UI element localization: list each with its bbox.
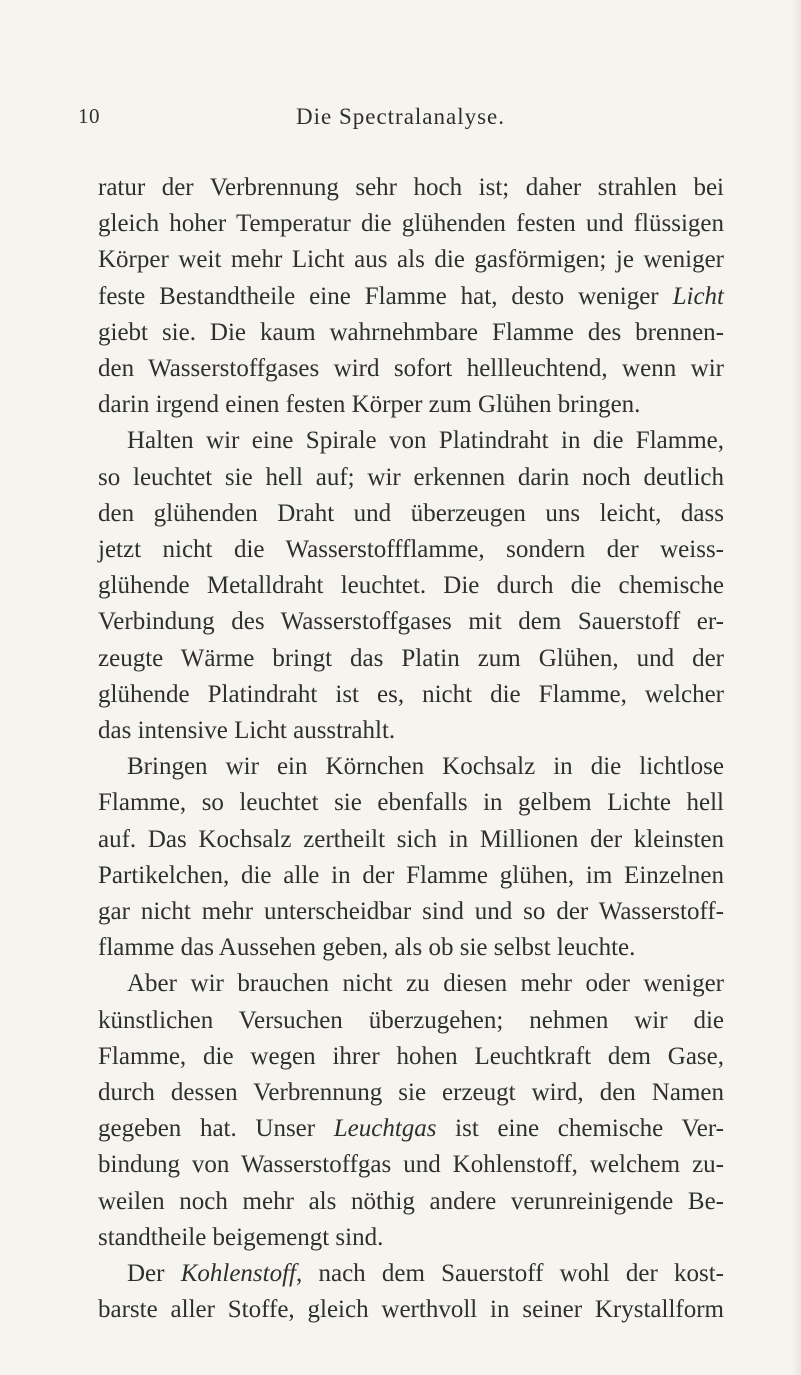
text-line: durch dessen Verbrennung sie erzeugt wird, den Namen xyxy=(98,1079,724,1107)
page-edge-shadow xyxy=(791,0,801,1375)
page-number: 10 xyxy=(78,104,100,128)
text-line: flamme das Aussehen geben, als ob sie selbst leuchte. xyxy=(98,934,636,962)
text-line: glühende Platindraht ist es, nicht die Flamme, welcher xyxy=(98,680,724,708)
text-line: jetzt nicht die Wasserstoffflamme, sondern der weiss- xyxy=(98,536,724,564)
page-header xyxy=(78,104,723,144)
running-title: Die Spectralanalyse. xyxy=(295,104,506,129)
text-line: Flamme, die wegen ihrer hohen Leuchtkraft dem Gase, xyxy=(98,1042,724,1070)
text-line: das intensive Licht ausstrahlt. xyxy=(98,717,396,745)
text-line: Bringen wir ein Körnchen Kochsalz in die lichtlose xyxy=(127,753,724,781)
text-line: gar nicht mehr unterscheidbar sind und so der Wasserstoff- xyxy=(98,898,724,926)
text-line: Körper weit mehr Licht aus als die gasförmigen; je weniger xyxy=(98,246,724,274)
text-line: giebt sie. Die kaum wahrnehmbare Flamme des brennen- xyxy=(98,318,724,346)
text-line: bindung von Wasserstoffgas und Kohlenstoff, welchem zu- xyxy=(98,1151,724,1179)
text-line: Der Kohlenstoff, nach dem Sauerstoff wohl der kost- xyxy=(127,1260,724,1288)
text-line: Verbindung des Wasserstoffgases mit dem Sauerstoff er- xyxy=(98,608,724,636)
text-line: den glühenden Draht und überzeugen uns leicht, dass xyxy=(98,499,724,527)
text-line: glühende Metalldraht leuchtet. Die durch die chemische xyxy=(98,572,724,600)
text-line: gleich hoher Temperatur die glühenden festen und flüssigen xyxy=(98,210,724,238)
text-line: standtheile beigemengt sind. xyxy=(98,1223,384,1251)
text-line: künstlichen Versuchen überzugehen; nehmen wir die xyxy=(98,1006,724,1034)
text-line: darin irgend einen festen Körper zum Glühen bringen. xyxy=(98,391,641,419)
text-line: Aber wir brauchen nicht zu diesen mehr oder weniger xyxy=(127,970,724,998)
text-line: barste aller Stoffe, gleich werthvoll in seiner Krystallform xyxy=(98,1296,724,1324)
text-line: so leuchtet sie hell auf; wir erkennen darin noch deutlich xyxy=(98,463,724,491)
text-line: zeugte Wärme bringt das Platin zum Glühen, und der xyxy=(98,644,724,672)
text-line: auf. Das Kochsalz zertheilt sich in Millionen der kleinsten xyxy=(98,825,724,853)
text-line: Halten wir eine Spirale von Platindraht in die Flamme, xyxy=(127,427,724,455)
text-line: den Wasserstoffgases wird sofort hellleuchtend, wenn wir xyxy=(98,355,724,383)
text-line: Flamme, so leuchtet sie ebenfalls in gelbem Lichte hell xyxy=(98,789,724,817)
text-line: feste Bestandtheile eine Flamme hat, desto weniger Licht xyxy=(98,282,724,310)
text-line: ratur der Verbrennung sehr hoch ist; daher strahlen bei xyxy=(98,174,724,201)
text-line: Partikelchen, die alle in der Flamme glühen, im Einzelnen xyxy=(98,861,724,889)
text-line: weilen noch mehr als nöthig andere verunreinigende Be- xyxy=(98,1187,724,1215)
body-text xyxy=(98,170,724,1329)
italic-word: Leuchtgas xyxy=(333,1115,437,1143)
text-line: gegeben hat. Unser Leuchtgas ist eine chemische Ver- xyxy=(98,1115,724,1143)
italic-word: Kohlenstoff xyxy=(180,1260,296,1288)
italic-word: Licht xyxy=(672,282,724,310)
